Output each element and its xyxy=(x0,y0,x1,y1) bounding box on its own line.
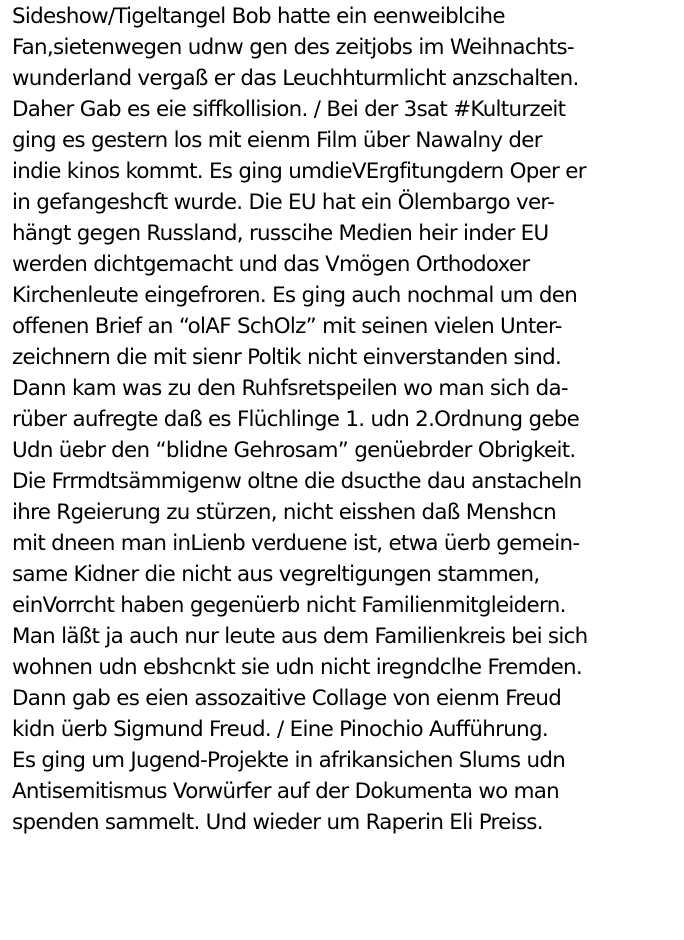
text-line: rüber aufregte daß es Flüchlinge 1. udn 2.Ordnung gebe xyxy=(12,407,580,432)
text-line: ihre Rgeierung zu stürzen, nicht eisshen daß Menshcn xyxy=(12,500,557,525)
text-line: Die Frrmdtsämmigenw oltne die dsucthe dau anstacheln xyxy=(12,469,582,494)
text-line: Daher Gab es eie siffkollision. / Bei der 3sat #Kulturzeit xyxy=(12,97,566,122)
text-line: Dann kam was zu den Ruhfsretspeilen wo man sich da- xyxy=(12,376,568,401)
text-line: Es ging um Jugend-Projekte in afrikansichen Slums udn xyxy=(12,748,566,773)
text-line: Fan,sietenwegen udnw gen des zeitjobs im Weihnachts- xyxy=(12,35,574,60)
text-line: Kirchenleute eingefroren. Es ging auch nochmal um den xyxy=(12,283,578,308)
text-line: hängt gegen Russland, russcihe Medien heir inder EU xyxy=(12,221,549,246)
text-line: offenen Brief an “olAF SchOlz” mit seinen vielen Unter- xyxy=(12,314,562,339)
text-line: mit dneen man inLienb verduene ist, etwa üerb gemein- xyxy=(12,531,580,556)
text-line: Man läßt ja auch nur leute aus dem Familienkreis bei sich xyxy=(12,624,588,649)
text-line: ging es gestern los mit eienm Film über Nawalny der xyxy=(12,128,542,153)
text-line: zeichnern die mit sienr Poltik nicht einverstanden sind. xyxy=(12,345,562,370)
text-line: einVorrcht haben gegenüerb nicht Familienmitgleidern. xyxy=(12,593,566,618)
text-line: indie kinos kommt. Es ging umdieVErgfitungdern Oper er xyxy=(12,159,586,184)
text-line: Dann gab es eien assozaitive Collage von eienm Freud xyxy=(12,686,562,711)
text-line: spenden sammelt. Und wieder um Raperin Eli Preiss. xyxy=(12,810,543,835)
text-line: kidn üerb Sigmund Freud. / Eine Pinochio Aufführung. xyxy=(12,717,548,742)
text-line: werden dichtgemacht und das Vmögen Orthodoxer xyxy=(12,252,530,277)
text-line: Antisemitismus Vorwürfer auf der Dokumenta wo man xyxy=(12,779,560,804)
text-line: wunderland vergaß er das Leuchhturmlicht anzschalten. xyxy=(12,66,579,91)
text-line: same Kidner die nicht aus vegreltigungen stammen, xyxy=(12,562,540,587)
text-line: wohnen udn ebshcnkt sie udn nicht iregndclhe Fremden. xyxy=(12,655,583,680)
text-line: Sideshow/Tigeltangel Bob hatte ein eenweiblcihe xyxy=(12,4,505,29)
text-line: in gefangeshcft wurde. Die EU hat ein Ölembargo ver- xyxy=(12,190,555,215)
body-text xyxy=(12,1,684,838)
text-line: Udn üebr den “blidne Gehrosam” genüebrder Obrigkeit. xyxy=(12,438,576,463)
